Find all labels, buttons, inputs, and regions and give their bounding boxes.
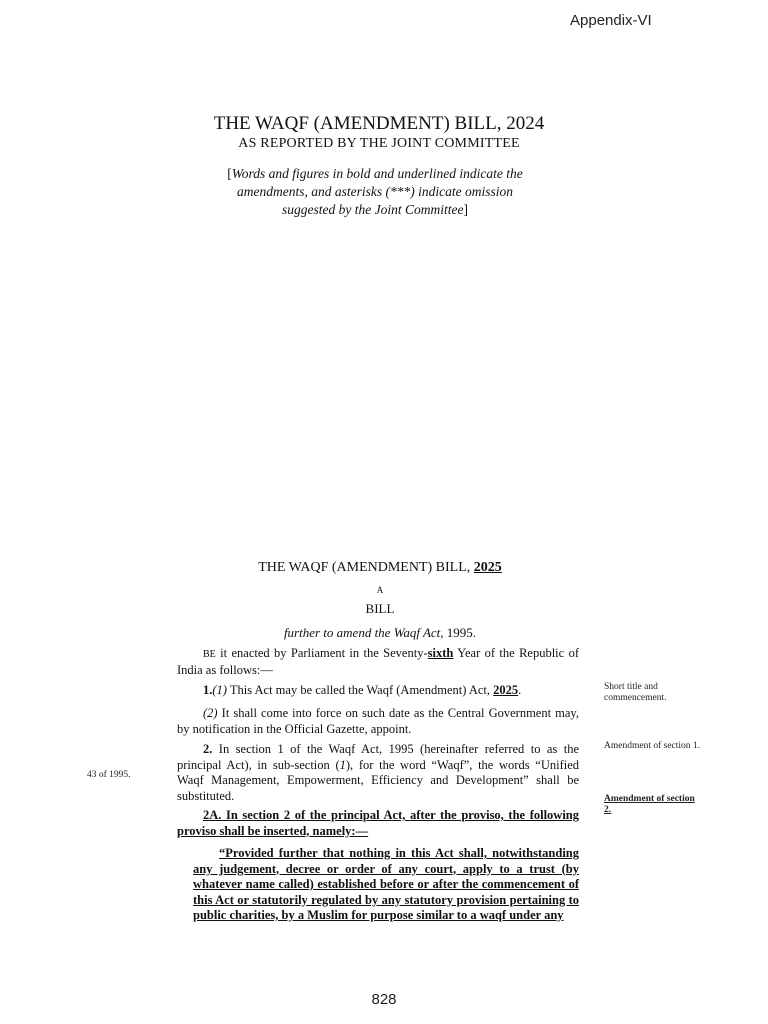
article-a: A [376,585,384,595]
margin-short-title: Short title and commencement. [604,682,667,703]
committee-note: [Words and figures in bold and underlined indicate the amendments, and asterisks (***) indicate omission suggested by the Joint Committee] [227,166,523,217]
page-number: 828 [371,991,397,1008]
cover-subtitle: AS REPORTED BY THE JOINT COMMITTEE [238,136,520,151]
bill-long-title: further to amend the Waqf Act, 1995. [283,625,477,640]
margin-amendment-section-1: Amendment of section 1. [604,741,701,751]
bill-title: THE WAQF (AMENDMENT) BILL, 2025 [258,560,502,575]
section-2: 2. In section 1 of the Waqf Act, 1995 (hereinafter referred to as the principal Act), in sub-section (1), for the word “Waqf”, the words “Unified Waqf Management, Empowerment, Efficiency and Development” shall be substituted. [177,742,579,803]
bill-word: BILL [365,601,395,616]
enacting-clause: BE it enacted by Parliament in the Seventy-sixth Year of the Republic of India as follows:— [177,646,579,677]
bill-year: 2025 [473,560,502,575]
section-2a: 2A. In section 2 of the principal Act, after the proviso, the following proviso shall be inserted, namely:— [177,808,579,838]
margin-amendment-section-2: Amendment of section 2. [604,794,695,815]
margin-act-reference: 43 of 1995. [87,770,131,780]
section-1-2: (2) It shall come into force on such date as the Central Government may, by notification in the Official Gazette, appoint. [177,706,579,736]
section-1-1: 1.(1) This Act may be called the Waqf (Amendment) Act, 2025. [203,683,522,697]
appendix-label: Appendix-VI [570,12,652,29]
cover-title: THE WAQF (AMENDMENT) BILL, 2024 [213,113,545,134]
proviso-text: “Provided further that nothing in this Act shall, notwithstanding any judgement, decree or order of any court, apply to a trust (by whatever name called) established before or after the commencement of this Act or statutorily regulated by any statutory provision pertaining to public charities, by a Muslim for purpose similar to a waqf under any [193,846,579,922]
